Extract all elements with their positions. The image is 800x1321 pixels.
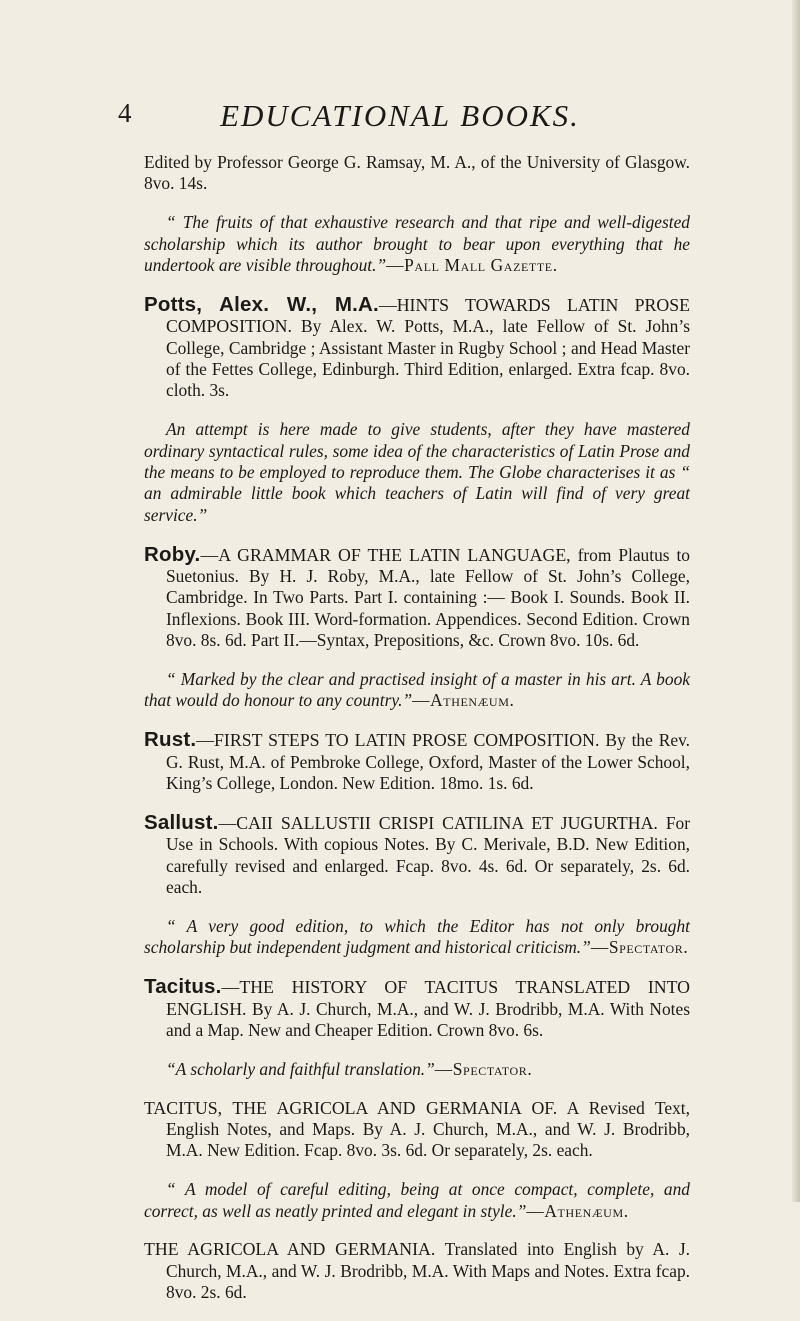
review-quote: “ Marked by the clear and practised insight of a master in his art. A book that would do honour to any country.”: [144, 669, 690, 711]
entry-review: [144, 419, 690, 526]
entry-headline: THE AGRICOLA AND GERMANIA. Translated into English by A. J. Church, M.A., and W. J. Brodribb, M.A. With Maps and Notes. Extra fcap. 8vo. 2s. 6d.: [144, 1239, 690, 1303]
entry-title: —HINTS TOWARDS LATIN PROSE COMPOSITION.: [166, 294, 690, 337]
catalogue-entry: [144, 812, 690, 959]
entry-title: —A GRAMMAR OF THE LATIN LANGUAGE,: [200, 544, 571, 565]
entry-title: —FIRST STEPS TO LATIN PROSE COMPOSITION.: [196, 730, 600, 751]
review-source: —Athenæum.: [412, 690, 515, 711]
entry-review: [144, 669, 690, 712]
entry-title: —THE HISTORY OF TACITUS TRANSLATED INTO ENGLISH.: [166, 977, 690, 1019]
catalogue-entry: [144, 1098, 690, 1222]
review-quote: “A scholarly and faithful translation.”: [166, 1058, 435, 1079]
entry-title: THE AGRICOLA AND GERMANIA.: [144, 1239, 436, 1260]
entry-review: [144, 1059, 690, 1080]
catalogue-entry: [144, 729, 690, 794]
review-quote: “ The fruits of that exhaustive research and that ripe and well-digested scholarship which its author brought to bear upon everything that he undertook are visible throughout.”: [144, 212, 690, 276]
entry-headline: Sallust.—CAII SALLUSTII CRISPI CATILINA ET JUGURTHA. For Use in Schools. With copious Notes. By C. Merivale, B.D. New Edition, carefully revised and enlarged. Fcap. 8vo. 4s. 6d. Or separately, 2s. 6d. each.: [144, 810, 690, 898]
entry-headline: Potts, Alex. W., M.A.—HINTS TOWARDS LATIN PROSE COMPOSITION. By Alex. W. Potts, M.A., late Fellow of St. John’s College, Cambridge ; Assistant Master in Rugby School ; and Head Master of the Fettes College, Edinburgh. Third Edition, enlarged. Extra fcap. 8vo. cloth. 3s.: [144, 292, 690, 401]
entry-headline: Roby.—A GRAMMAR OF THE LATIN LANGUAGE, from Plautus to Suetonius. By H. J. Roby, M.A., late Fellow of St. John’s College, Cambridge. In Two Parts. Part I. containing :— Book I. Sounds. Book II. Inflexions. Book III. Word-formation. Appendices. Second Edition. Crown 8vo. 8s. 6d. Part II.—Syntax, Prepositions, &c. Crown 8vo. 10s. 6d.: [144, 542, 690, 651]
review-source: —Athenæum.: [526, 1200, 629, 1221]
entry-detail: Edited by Professor George G. Ramsay, M. A., of the University of Glasgow. 8vo. 14s.: [144, 152, 690, 194]
entry-review: [144, 1179, 690, 1222]
review-source: —Spectator.: [590, 937, 689, 958]
catalogue-entry: [144, 294, 690, 526]
catalogue-entry: [144, 976, 690, 1080]
catalogue-entry: [144, 1239, 690, 1303]
page-number: 4: [118, 98, 132, 128]
entry-author: Roby.: [144, 542, 201, 566]
page-header: [0, 98, 800, 138]
review-source: —Pall Mall Gazette.: [386, 255, 558, 276]
entry-review: [144, 212, 690, 276]
entry-author: Potts, Alex. W., M.A.: [144, 292, 379, 316]
review-quote: “ A very good edition, to which the Editor has not only brought scholarship but independent judgment and historical criticism.”: [144, 915, 690, 958]
entry-review: [144, 916, 690, 959]
entry-author: Rust.: [144, 728, 197, 752]
running-title: EDUCATIONAL BOOKS.: [220, 98, 580, 133]
review-quote: “ A model of careful editing, being at once compact, complete, and correct, as well as neatly printed and elegant in style.”: [144, 1179, 690, 1221]
catalogue-entry: [144, 544, 690, 712]
entry-title: TACITUS, THE AGRICOLA AND GERMANIA OF.: [144, 1097, 558, 1118]
entry-headline: Rust.—FIRST STEPS TO LATIN PROSE COMPOSITION. By the Rev. G. Rust, M.A. of Pembroke College, Oxford, Master of the Lower School, King’s College, London. New Edition. 18mo. 1s. 6d.: [144, 728, 690, 794]
entry-author: Tacitus.: [144, 975, 222, 999]
review-quote: An attempt is here made to give students, after they have mastered ordinary syntactical rules, some idea of the characteristics of Latin Prose and the means to be employed to reproduce them. The Globe characterises it as “ an admirable little book which teachers of Latin will find of very great service.”: [144, 419, 690, 525]
catalogue-entry: [144, 152, 690, 276]
entry-headline: Tacitus.—THE HISTORY OF TACITUS TRANSLATED INTO ENGLISH. By A. J. Church, M.A., and W. J. Brodribb, M.A. With Notes and a Map. New and Cheaper Edition. Crown 8vo. 6s.: [144, 975, 690, 1040]
catalogue-body: [144, 152, 690, 1321]
page-edge-shadow: [792, 0, 800, 1202]
review-source: —Spectator.: [434, 1058, 533, 1079]
entry-author: Sallust.: [144, 810, 219, 834]
entry-title: —CAII SALLUSTII CRISPI CATILINA ET JUGURTHA.: [218, 812, 658, 833]
entry-headline: TACITUS, THE AGRICOLA AND GERMANIA OF. A Revised Text, English Notes, and Maps. By A. J. Church, M.A., and W. J. Brodribb, M.A. New Edition. Fcap. 8vo. 3s. 6d. Or separately, 2s. each.: [144, 1097, 690, 1161]
